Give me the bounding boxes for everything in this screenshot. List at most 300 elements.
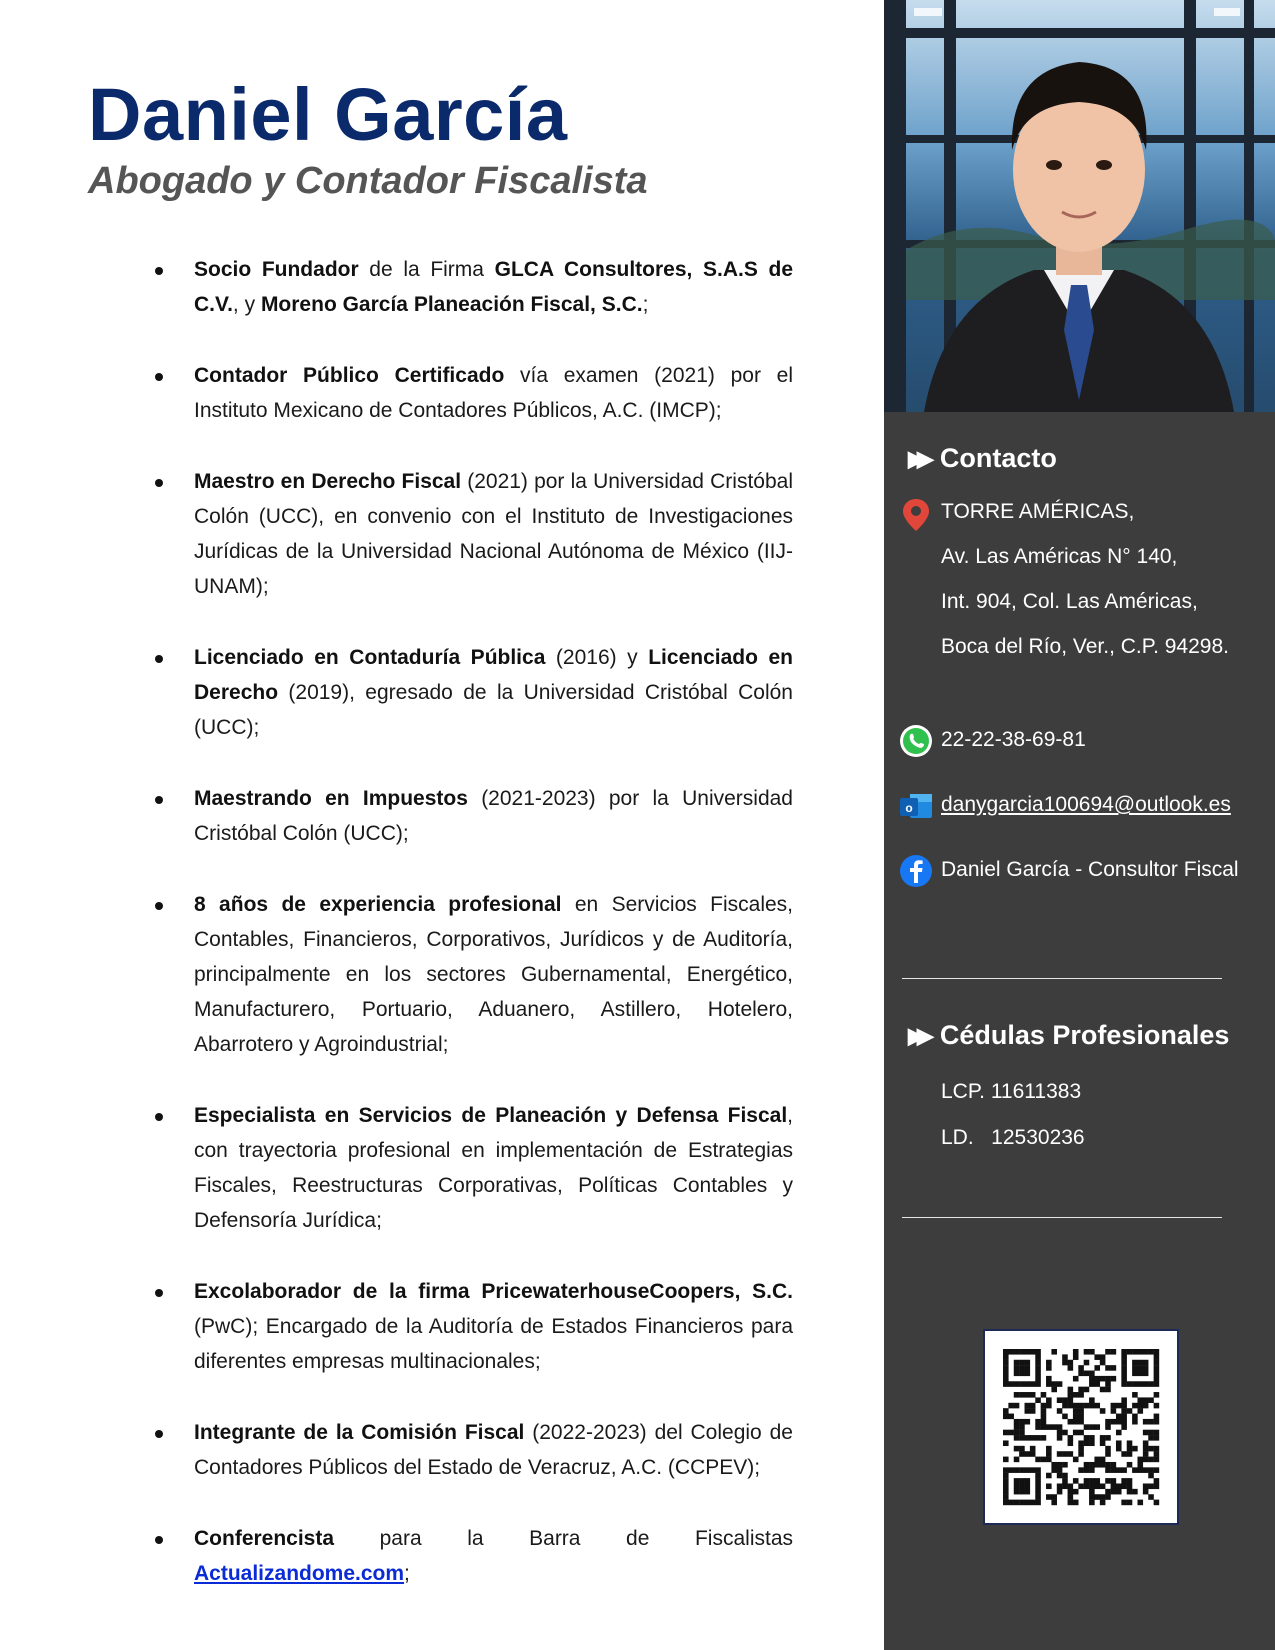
outlook-icon[interactable]	[898, 788, 934, 824]
qr-module	[1030, 1500, 1036, 1506]
credential-text: (2021) por la Universidad Cristóbal Colón (UCC), en convenio con el Instituto de Investigaciones Jurídicas de la Universidad Nacional Autónoma de México (IIJ-UNAM);	[194, 470, 793, 598]
qr-module	[1089, 1349, 1095, 1355]
qr-module	[1014, 1392, 1020, 1398]
qr-module	[1078, 1483, 1084, 1489]
qr-module	[1041, 1414, 1047, 1420]
credential-highlight: Licenciado en Contaduría Pública	[194, 646, 546, 669]
qr-module	[1105, 1467, 1111, 1473]
qr-module	[1105, 1451, 1111, 1457]
qr-module	[1105, 1435, 1111, 1441]
credential-item	[148, 358, 793, 428]
qr-module	[1046, 1376, 1052, 1382]
qr-module	[1111, 1419, 1117, 1425]
qr-module	[1014, 1371, 1020, 1377]
qr-module	[1019, 1467, 1025, 1473]
qr-module	[1154, 1446, 1160, 1452]
qr-module	[1105, 1424, 1111, 1430]
qr-module	[1111, 1483, 1117, 1489]
qr-module	[1105, 1446, 1111, 1452]
qr-module	[1105, 1462, 1111, 1468]
qr-module	[1132, 1365, 1138, 1371]
qr-module	[1046, 1424, 1052, 1430]
qr-module	[1073, 1392, 1079, 1398]
qr-module	[1137, 1381, 1143, 1387]
qr-module	[1057, 1483, 1063, 1489]
qr-module	[1121, 1451, 1127, 1457]
qr-module	[1100, 1462, 1106, 1468]
qr-module	[1154, 1365, 1160, 1371]
qr-module	[1154, 1381, 1160, 1387]
qr-module	[1154, 1478, 1160, 1484]
qr-module	[1014, 1419, 1020, 1425]
qr-module	[1089, 1424, 1095, 1430]
qr-module	[1084, 1387, 1090, 1393]
qr-module	[1025, 1392, 1031, 1398]
qr-module	[1148, 1381, 1154, 1387]
qr-module	[1041, 1408, 1047, 1414]
qr-module	[1046, 1473, 1052, 1479]
qr-module	[1014, 1360, 1020, 1366]
qr-module	[1111, 1403, 1117, 1409]
qr-module	[1121, 1397, 1127, 1403]
qr-module	[1019, 1424, 1025, 1430]
qr-module	[1046, 1397, 1052, 1403]
qr-module	[1046, 1381, 1052, 1387]
qr-module	[1127, 1462, 1133, 1468]
sidebar	[884, 0, 1275, 1650]
qr-module	[1078, 1403, 1084, 1409]
qr-module	[1035, 1435, 1041, 1441]
qr-module	[1111, 1349, 1117, 1355]
qr-module	[1148, 1349, 1154, 1355]
qr-module	[1154, 1430, 1160, 1436]
qr-module	[1094, 1354, 1100, 1360]
qr-module	[1148, 1435, 1154, 1441]
qr-module	[1057, 1473, 1063, 1479]
qr-module	[1137, 1360, 1143, 1366]
divider	[902, 978, 1222, 979]
qr-module	[1100, 1387, 1106, 1393]
qr-module	[1057, 1451, 1063, 1457]
qr-module	[1094, 1376, 1100, 1382]
qr-module	[1008, 1349, 1014, 1355]
qr-module	[1035, 1376, 1041, 1382]
qr-module	[1051, 1462, 1057, 1468]
qr-module	[1035, 1424, 1041, 1430]
qr-module	[1105, 1365, 1111, 1371]
qr-module	[1035, 1354, 1041, 1360]
qr-module	[1127, 1408, 1133, 1414]
qr-module	[1148, 1483, 1154, 1489]
qr-module	[1046, 1451, 1052, 1457]
qr-module	[1035, 1489, 1041, 1495]
qr-module	[1137, 1403, 1143, 1409]
qr-module	[1100, 1354, 1106, 1360]
qr-module	[1105, 1419, 1111, 1425]
website-link[interactable]: Actualizandome.com	[194, 1562, 405, 1585]
qr-module	[1046, 1360, 1052, 1366]
qr-module	[1068, 1397, 1074, 1403]
qr-module	[1025, 1483, 1031, 1489]
credential-highlight: Contador Público Certificado	[194, 364, 505, 387]
qr-module	[1078, 1451, 1084, 1457]
credential-text: (2022-2023) del Colegio de Contadores Públicos del Estado de Veracruz, A.C. (CCPEV);	[194, 1421, 793, 1479]
qr-module	[1046, 1457, 1052, 1463]
qr-module	[1062, 1397, 1068, 1403]
qr-module	[1073, 1457, 1079, 1463]
qr-module	[1154, 1419, 1160, 1425]
qr-module	[1116, 1419, 1122, 1425]
qr-module	[1094, 1478, 1100, 1484]
qr-module	[1084, 1478, 1090, 1484]
qr-module	[1003, 1349, 1009, 1355]
qr-module	[1030, 1451, 1036, 1457]
qr-module	[1127, 1349, 1133, 1355]
qr-module	[1132, 1381, 1138, 1387]
qr-module	[1127, 1451, 1133, 1457]
qr-module	[1094, 1457, 1100, 1463]
qr-module	[1078, 1430, 1084, 1436]
qr-module	[1003, 1478, 1009, 1484]
qr-module	[1078, 1467, 1084, 1473]
qr-module	[1154, 1483, 1160, 1489]
qr-module	[1143, 1371, 1149, 1377]
qr-module	[1127, 1483, 1133, 1489]
qr-module	[1094, 1365, 1100, 1371]
qr-module	[1143, 1397, 1149, 1403]
qr-module	[1100, 1494, 1106, 1500]
credential-text: ;	[404, 1562, 410, 1585]
qr-module	[1068, 1489, 1074, 1495]
qr-module	[1121, 1381, 1127, 1387]
qr-module	[1121, 1408, 1127, 1414]
qr-module	[1148, 1473, 1154, 1479]
qr-module	[1003, 1376, 1009, 1382]
qr-module	[1143, 1419, 1149, 1425]
qr-module	[1154, 1451, 1160, 1457]
qr-module	[1137, 1397, 1143, 1403]
credential-item	[148, 781, 793, 851]
qr-module	[1019, 1392, 1025, 1398]
qr-module	[1035, 1457, 1041, 1463]
qr-module	[1014, 1381, 1020, 1387]
qr-module	[1111, 1467, 1117, 1473]
credential-highlight: Conferencista	[194, 1527, 335, 1550]
qr-module	[1051, 1381, 1057, 1387]
facebook-icon[interactable]	[898, 853, 934, 889]
qr-module	[1121, 1478, 1127, 1484]
credential-text: (2016) y	[545, 646, 649, 669]
qr-module	[1127, 1478, 1133, 1484]
qr-module	[1111, 1376, 1117, 1382]
qr-module	[1062, 1451, 1068, 1457]
credential-text: de la Firma	[358, 258, 495, 281]
qr-module	[1014, 1349, 1020, 1355]
contact-heading	[908, 443, 1057, 474]
qr-module	[1019, 1500, 1025, 1506]
qr-module	[1025, 1349, 1031, 1355]
qr-module	[1014, 1467, 1020, 1473]
qr-module	[1025, 1403, 1031, 1409]
qr-module	[1100, 1360, 1106, 1366]
qr-module	[1084, 1462, 1090, 1468]
qr-module	[1137, 1462, 1143, 1468]
qr-module	[1089, 1381, 1095, 1387]
qr-module	[1003, 1354, 1009, 1360]
qr-module	[1025, 1381, 1031, 1387]
qr-module	[1143, 1446, 1149, 1452]
qr-module	[1073, 1500, 1079, 1506]
qr-module	[1030, 1392, 1036, 1398]
qr-module	[1154, 1467, 1160, 1473]
address-line-3: Int. 904, Col. Las Américas,	[941, 590, 1198, 613]
credential-item	[148, 887, 793, 1062]
qr-module	[1008, 1403, 1014, 1409]
qr-module	[1035, 1397, 1041, 1403]
qr-module	[1094, 1494, 1100, 1500]
qr-module	[1116, 1483, 1122, 1489]
qr-module	[1094, 1462, 1100, 1468]
qr-module	[1025, 1489, 1031, 1495]
qr-module	[1116, 1430, 1122, 1436]
qr-module	[1143, 1430, 1149, 1436]
qr-module	[1062, 1360, 1068, 1366]
qr-module	[1143, 1457, 1149, 1463]
credential-highlight: 8 años de experiencia profesional	[194, 893, 562, 916]
qr-code[interactable]	[983, 1329, 1179, 1525]
qr-module	[1132, 1360, 1138, 1366]
qr-module	[1154, 1349, 1160, 1355]
cedulas-title: Cédulas Profesionales	[939, 1020, 1230, 1050]
address-line-4: Boca del Río, Ver., C.P. 94298.	[941, 635, 1229, 658]
qr-module	[1073, 1376, 1079, 1382]
qr-module	[1068, 1392, 1074, 1398]
qr-module	[1116, 1467, 1122, 1473]
qr-module	[1068, 1435, 1074, 1441]
cedula-ld: LD. 12530236	[941, 1126, 1085, 1149]
qr-module	[1121, 1349, 1127, 1355]
qr-module	[1003, 1467, 1009, 1473]
qr-module	[1132, 1403, 1138, 1409]
qr-module	[1073, 1419, 1079, 1425]
email-link[interactable]: danygarcia100694@outlook.es	[941, 793, 1231, 816]
qr-module	[1148, 1430, 1154, 1436]
qr-module	[1019, 1483, 1025, 1489]
qr-module	[1057, 1489, 1063, 1495]
qr-module	[1148, 1419, 1154, 1425]
qr-module	[1089, 1489, 1095, 1495]
phone-number[interactable]: 22-22-38-69-81	[941, 728, 1086, 751]
qr-module	[1046, 1403, 1052, 1409]
qr-module	[1057, 1381, 1063, 1387]
svg-text:o: o	[905, 801, 913, 815]
qr-module	[1014, 1478, 1020, 1484]
qr-module	[1148, 1446, 1154, 1452]
qr-module	[1137, 1500, 1143, 1506]
qr-module	[1084, 1424, 1090, 1430]
qr-code-pattern	[985, 1331, 1177, 1523]
qr-module	[1025, 1467, 1031, 1473]
credential-text: para la Barra de Fiscalistas	[334, 1527, 793, 1550]
qr-module	[1154, 1435, 1160, 1441]
qr-module	[1094, 1424, 1100, 1430]
qr-module	[1111, 1365, 1117, 1371]
credential-highlight: GLCA Consultores, S.A.S de C.V.	[194, 258, 794, 316]
facebook-profile[interactable]: Daniel García - Consultor Fiscal	[941, 858, 1239, 881]
qr-module	[1089, 1397, 1095, 1403]
qr-module	[1121, 1414, 1127, 1420]
qr-module	[1003, 1360, 1009, 1366]
qr-module	[1073, 1354, 1079, 1360]
qr-module	[1078, 1365, 1084, 1371]
qr-module	[1143, 1467, 1149, 1473]
qr-module	[1089, 1500, 1095, 1506]
qr-module	[1068, 1387, 1074, 1393]
qr-module	[1100, 1435, 1106, 1441]
qr-module	[1105, 1489, 1111, 1495]
qr-module	[1068, 1483, 1074, 1489]
qr-module	[1100, 1408, 1106, 1414]
qr-module	[1137, 1408, 1143, 1414]
qr-module	[1025, 1478, 1031, 1484]
qr-module	[1062, 1478, 1068, 1484]
qr-module	[1078, 1446, 1084, 1452]
qr-module	[1030, 1403, 1036, 1409]
location-pin-icon	[898, 497, 934, 533]
qr-module	[1019, 1419, 1025, 1425]
qr-module	[1084, 1467, 1090, 1473]
qr-module	[1105, 1478, 1111, 1484]
qr-module	[1121, 1403, 1127, 1409]
qr-module	[1127, 1381, 1133, 1387]
qr-module	[1073, 1408, 1079, 1414]
credential-text: , con trayectoria profesional en implementación de Estrategias Fiscales, Reestructuras Corporativas, Políticas Contables y Defensoría Jurídica;	[194, 1104, 793, 1232]
credential-highlight: Socio Fundador	[194, 258, 359, 281]
credential-item	[148, 1098, 793, 1238]
qr-module	[1137, 1349, 1143, 1355]
qr-module	[1035, 1500, 1041, 1506]
qr-module	[1121, 1376, 1127, 1382]
qr-module	[1035, 1467, 1041, 1473]
credential-item	[148, 1521, 793, 1591]
cedulas-heading	[908, 1020, 1229, 1051]
qr-module	[1116, 1446, 1122, 1452]
qr-module	[1084, 1483, 1090, 1489]
qr-module	[1035, 1360, 1041, 1366]
qr-module	[1068, 1500, 1074, 1506]
qr-module	[1111, 1408, 1117, 1414]
qr-module	[1046, 1446, 1052, 1452]
qr-module	[1046, 1494, 1052, 1500]
qr-module	[1035, 1381, 1041, 1387]
qr-module	[1116, 1414, 1122, 1420]
qr-module	[1148, 1467, 1154, 1473]
qr-module	[1121, 1424, 1127, 1430]
qr-module	[1014, 1435, 1020, 1441]
credential-highlight: Integrante de la Comisión Fiscal	[194, 1421, 525, 1444]
double-arrow-icon: ▶▶	[908, 1022, 926, 1048]
qr-module	[1105, 1387, 1111, 1393]
credential-text: en Servicios Fiscales, Contables, Financieros, Corporativos, Jurídicos y de Auditoría, principalmente en los sectores Gubernamental, Energético, Manufacturero, Portuario, Aduanero, Astillero, Hotelero, Abarrotero y Agroindustrial;	[194, 893, 793, 1056]
qr-module	[1051, 1349, 1057, 1355]
qr-module	[1025, 1435, 1031, 1441]
qr-module	[1148, 1494, 1154, 1500]
qr-module	[1068, 1360, 1074, 1366]
divider	[902, 1217, 1222, 1218]
qr-module	[1008, 1467, 1014, 1473]
qr-module	[1073, 1414, 1079, 1420]
qr-module	[1084, 1360, 1090, 1366]
qr-module	[1014, 1457, 1020, 1463]
qr-module	[1078, 1408, 1084, 1414]
qr-module	[1062, 1483, 1068, 1489]
qr-module	[1154, 1403, 1160, 1409]
credential-highlight: Excolaborador de la firma PricewaterhouseCoopers, S.C.	[194, 1280, 793, 1303]
qr-module	[1019, 1451, 1025, 1457]
qr-module	[1014, 1403, 1020, 1409]
qr-module	[1132, 1371, 1138, 1377]
qr-module	[1132, 1349, 1138, 1355]
qr-module	[1127, 1446, 1133, 1452]
qr-module	[1143, 1381, 1149, 1387]
qr-module	[1084, 1349, 1090, 1355]
qr-module	[1051, 1424, 1057, 1430]
qr-module	[1143, 1489, 1149, 1495]
qr-module	[1062, 1354, 1068, 1360]
qr-module	[1100, 1440, 1106, 1446]
qr-module	[1068, 1365, 1074, 1371]
qr-module	[1137, 1365, 1143, 1371]
qr-module	[1089, 1462, 1095, 1468]
qr-module	[1121, 1419, 1127, 1425]
qr-module	[1121, 1500, 1127, 1506]
qr-module	[1078, 1392, 1084, 1398]
qr-module	[1035, 1483, 1041, 1489]
credential-item	[148, 464, 793, 604]
qr-module	[1094, 1381, 1100, 1387]
qr-module	[1019, 1435, 1025, 1441]
qr-module	[1089, 1371, 1095, 1377]
qr-module	[1019, 1365, 1025, 1371]
qr-module	[1068, 1403, 1074, 1409]
qr-module	[1121, 1483, 1127, 1489]
qr-module	[1014, 1365, 1020, 1371]
qr-module	[1003, 1440, 1009, 1446]
qr-module	[1137, 1371, 1143, 1377]
qr-module	[1003, 1473, 1009, 1479]
qr-module	[1062, 1462, 1068, 1468]
qr-module	[1116, 1403, 1122, 1409]
qr-module	[1019, 1489, 1025, 1495]
qr-module	[1057, 1435, 1063, 1441]
qr-module	[1019, 1446, 1025, 1452]
qr-module	[1068, 1419, 1074, 1425]
credential-item	[148, 252, 793, 322]
qr-module	[1025, 1360, 1031, 1366]
qr-module	[1089, 1403, 1095, 1409]
whatsapp-icon[interactable]	[898, 723, 934, 759]
qr-module	[1030, 1408, 1036, 1414]
qr-module	[1041, 1419, 1047, 1425]
qr-module	[1030, 1467, 1036, 1473]
qr-module	[1003, 1381, 1009, 1387]
qr-module	[1019, 1360, 1025, 1366]
credential-highlight: Licenciado en Derecho	[194, 646, 793, 704]
credential-item	[148, 1274, 793, 1379]
qr-module	[1073, 1430, 1079, 1436]
qr-module	[1148, 1397, 1154, 1403]
qr-module	[1041, 1403, 1047, 1409]
